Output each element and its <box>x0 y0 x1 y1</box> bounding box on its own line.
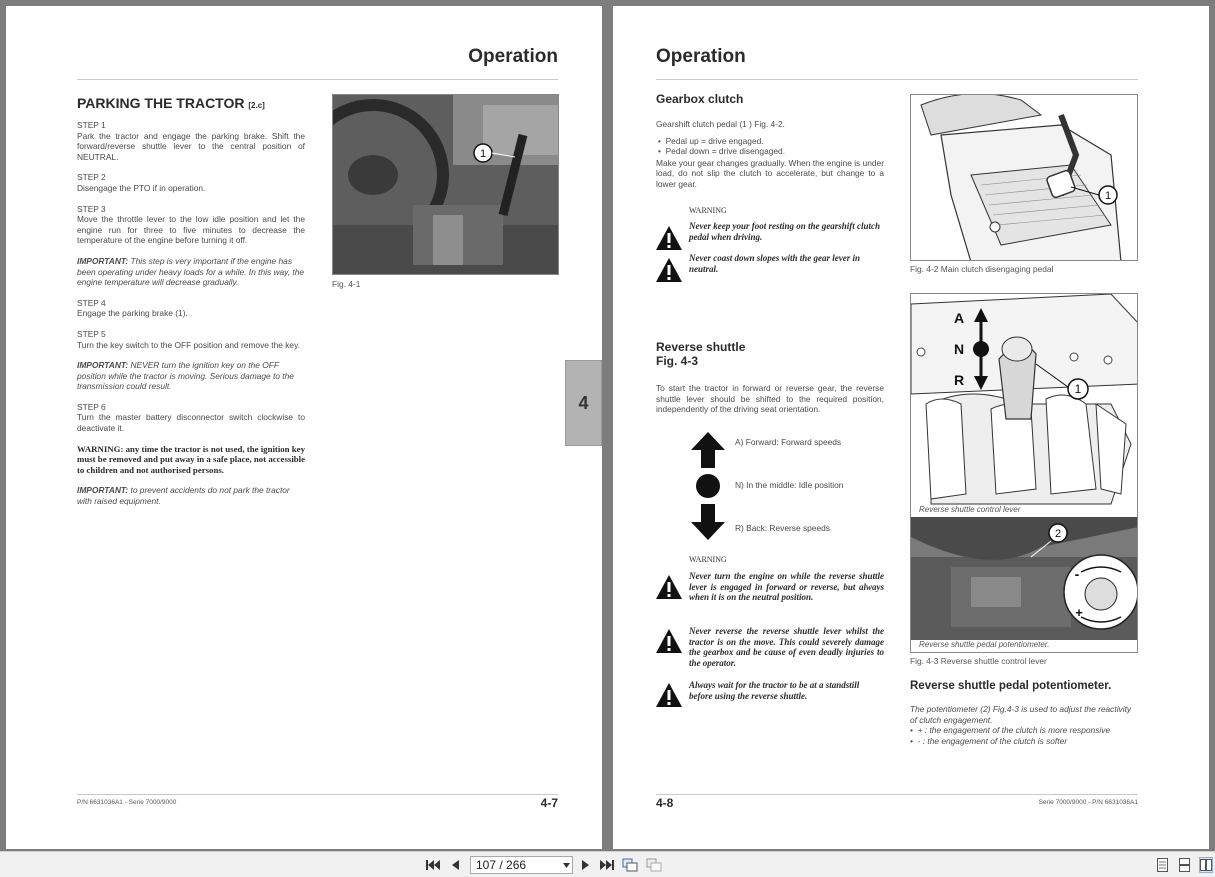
header-rule <box>656 79 1138 80</box>
important-text: NEVER turn the ignition key on the OFF position while the tractor is moving. Serious damage to the transmission could result. <box>77 360 294 392</box>
warning-text: Always wait for the tractor to be at a standstill before using the reverse shuttle. <box>689 680 860 701</box>
page-number: 4-8 <box>656 796 674 810</box>
shuttle-lever-drawing <box>911 294 1138 516</box>
chapter-tab-label: 4 <box>578 392 589 413</box>
shuttle-direction-icon <box>691 432 725 540</box>
page-number-value: 107 / 266 <box>476 858 527 872</box>
gearbox-clutch-title: Gearbox clutch <box>656 92 744 106</box>
shuttle-position-neutral: N) In the middle: Idle position <box>735 480 844 490</box>
figure-callout: 1 <box>1074 382 1082 396</box>
step-2 <box>77 172 305 193</box>
figure-4-2-drawing <box>910 94 1138 261</box>
continuous-view-button[interactable] <box>1178 857 1191 873</box>
potentiometer-title: Reverse shuttle pedal potentiometer. <box>910 680 1112 692</box>
plus-sign: + <box>1075 605 1083 620</box>
section-title-text: PARKING THE TRACTOR <box>77 95 245 111</box>
important-text: to prevent accidents do not park the tractor with raised equipment. <box>77 485 290 507</box>
position-letter-n: N <box>953 341 965 357</box>
shuttle-title-text: Reverse shuttle <box>656 340 746 354</box>
step-text: Park the tractor and engage the parking brake. Shift the forward/reverse shuttle lever to the central position of NEUTRAL. <box>77 130 305 162</box>
bullet-item: • Pedal down = drive disengaged. <box>658 146 786 157</box>
next-page-button[interactable] <box>579 857 591 873</box>
bullet-item: • - : the engagement of the clutch is softer <box>910 735 1068 746</box>
step-label: STEP 3 <box>77 203 106 214</box>
warning-text: Never keep your foot resting on the gearshift clutch pedal when driving. <box>689 221 880 242</box>
next-page-icon <box>581 859 590 871</box>
important-lead: IMPORTANT: <box>77 255 129 266</box>
prev-page-button[interactable] <box>449 857 461 873</box>
warning-text: WARNING: any time the tractor is not used, the ignition key must be removed and put away in a safe place, not accessible to children and not authorised persons. <box>77 443 305 475</box>
shuttle-position-reverse: R) Back: Reverse speeds <box>735 523 830 533</box>
dropdown-arrow-icon <box>563 863 570 868</box>
potentiometer-paragraph: The potentiometer (2) Fig.4-3 is used to adjust the reactivity of clutch engagement. <box>910 704 1132 725</box>
step-text: Move the throttle lever to the low idle position and let the engine run for three to five minutes to decrease the temperature of the engine before turning it off. <box>77 214 305 246</box>
gearbox-paragraph: Make your gear changes gradually. When the engine is under load, do not slip the clutch to accelerate, but change to a lower gear. <box>656 157 884 189</box>
reverse-shuttle-title <box>656 340 745 368</box>
figure-inner-caption: Reverse shuttle control lever <box>919 505 1021 514</box>
page-header: Operation <box>468 46 558 67</box>
step-4 <box>77 298 305 319</box>
tractor-cabin-photo <box>333 95 559 275</box>
last-page-button[interactable] <box>599 857 615 873</box>
step-label: STEP 4 <box>77 297 106 308</box>
bullet-text: + : the engagement of the clutch is more responsive <box>917 725 1111 736</box>
prev-page-icon <box>451 859 460 871</box>
step-text: Turn the master battery disconnector switch clockwise to deactivate it. <box>77 412 305 434</box>
fit-page-button[interactable] <box>622 857 638 873</box>
warning-triangle-icon <box>655 225 683 251</box>
step-text: Disengage the PTO if in operation. <box>77 182 206 193</box>
right-page <box>613 6 1209 849</box>
step-label: STEP 6 <box>77 401 106 412</box>
position-letter-r: R <box>953 372 965 388</box>
important-note-2 <box>77 360 305 392</box>
warning-triangle-icon <box>655 257 683 283</box>
viewer-toolbar <box>0 851 1215 877</box>
last-page-icon <box>600 859 614 871</box>
figure-callout: 1 <box>479 148 487 160</box>
warning-text: Never turn the engine on while the reverse shuttle lever is engaged in forward or reverse, but always when it is on the neutral position. <box>689 571 884 603</box>
figure-4-1-photo <box>332 94 559 275</box>
warning-label: WARNING <box>689 206 727 215</box>
fit-width-icon <box>646 858 662 872</box>
bullet-item: • Pedal up = drive engaged. <box>658 135 764 146</box>
figure-4-3-frame <box>910 293 1138 653</box>
figure-inner-caption: Reverse shuttle pedal potentiometer. <box>919 640 1050 649</box>
footer-left: P/N 6631036A1 - Serie 7000/9000 <box>77 799 177 806</box>
bullet-item: • + : the engagement of the clutch is more responsive <box>910 725 1111 736</box>
section-ref: [2.c] <box>248 101 265 110</box>
clutch-pedal-drawing <box>911 95 1138 261</box>
warning-text: Never reverse the reverse shuttle lever whilst the tractor is on the move. This could severely damage the gearbox and be cause of even deadly injuries to the operator. <box>689 626 884 668</box>
warning-triangle-icon <box>655 628 683 654</box>
figure-caption: Fig. 4-3 Reverse shuttle control lever <box>910 656 1047 666</box>
section-title <box>77 95 265 111</box>
gearbox-intro: Gearshift clutch pedal (1 ) Fig. 4-2. <box>656 119 785 129</box>
shuttle-paragraph: To start the tractor in forward or reverse gear, the reverse shuttle lever should be shifted to the required position, independently of the driving seat orientation. <box>656 383 884 415</box>
step-6 <box>77 402 305 434</box>
figure-callout: 2 <box>1054 528 1062 540</box>
single-page-view-button[interactable] <box>1156 857 1169 873</box>
footer-right: Serie 7000/9000 - P/N 6631036A1 <box>1038 799 1138 806</box>
step-label: STEP 1 <box>77 120 106 130</box>
step-text: Turn the key switch to the OFF position and remove the key. <box>77 339 300 350</box>
step-text: Engage the parking brake (1). <box>77 308 188 319</box>
position-letter-a: A <box>953 310 965 326</box>
footer-rule <box>656 794 1138 795</box>
potentiometer-block <box>910 704 1138 746</box>
step-label: STEP 5 <box>77 328 106 339</box>
left-page <box>6 6 602 849</box>
minus-sign: - <box>1074 566 1080 582</box>
page-dropdown-button[interactable] <box>560 857 572 873</box>
first-page-icon <box>426 859 440 871</box>
step-label: STEP 2 <box>77 172 106 183</box>
page-number: 4-7 <box>540 796 558 810</box>
step-1 <box>77 120 305 162</box>
important-note-3 <box>77 485 305 506</box>
footer-rule <box>77 794 558 795</box>
important-note-1 <box>77 256 305 288</box>
header-rule <box>77 79 558 80</box>
shuttle-fig-ref: Fig. 4-3 <box>656 354 699 368</box>
important-lead: IMPORTANT: <box>77 485 129 496</box>
warning-label: WARNING <box>689 555 727 564</box>
page-number-input[interactable] <box>470 856 573 874</box>
steps-block <box>77 120 305 507</box>
chapter-tab <box>565 360 602 446</box>
figure-caption: Fig. 4-2 Main clutch disengaging pedal <box>910 264 1054 274</box>
step-3 <box>77 204 305 246</box>
warning-triangle-icon <box>655 574 683 600</box>
gearbox-block <box>656 119 884 190</box>
shuttle-potentiometer-photo <box>911 517 1138 640</box>
two-page-view-button[interactable] <box>1199 857 1213 873</box>
step-5 <box>77 329 305 350</box>
figure-caption: Fig. 4-1 <box>332 279 361 289</box>
bullet-text: - : the engagement of the clutch is softer <box>917 735 1068 746</box>
important-lead: IMPORTANT: <box>77 360 129 371</box>
important-text: This step is very important if the engine has been operating under heavy loads for a while. In this way, the engine temperature will decrease gradually. <box>77 255 305 288</box>
figure-callout: 1 <box>1104 190 1112 202</box>
two-page-view-icon <box>1200 859 1212 871</box>
warning-triangle-icon <box>655 682 683 708</box>
bullet-text: Pedal down = drive disengaged. <box>665 146 786 157</box>
fit-width-button[interactable] <box>646 857 662 873</box>
warning-text: Never coast down slopes with the gear lever in neutral. <box>689 253 860 274</box>
continuous-view-icon <box>1179 858 1190 872</box>
single-page-view-icon <box>1157 858 1168 872</box>
bullet-text: Pedal up = drive engaged. <box>665 135 764 146</box>
first-page-button[interactable] <box>425 857 441 873</box>
shuttle-position-forward: A) Forward: Forward speeds <box>735 437 842 447</box>
fit-page-icon <box>622 858 638 872</box>
page-header: Operation <box>656 46 746 67</box>
